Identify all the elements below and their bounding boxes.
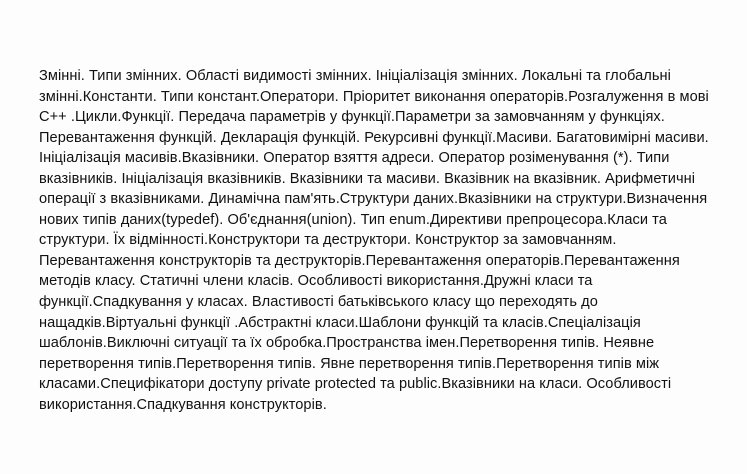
text-line: Змінні. Типи змінних. Області видимості змінних. Ініціалізація змінних. Локальні та глобальні xyxy=(39,68,671,84)
text-line: Перевантаження функцій. Декларація функцій. Рекурсивні функції.Масиви. Багатовимірні масиви. xyxy=(39,129,709,146)
text-line: перетворення типів.Перетворення типів. Явне перетворення типів.Перетворення типів між xyxy=(39,355,660,372)
text-line: Ініціалізація масивів.Вказівники. Оператор взяття адреси. Оператор розіменування (*). Типи xyxy=(39,150,670,167)
text-line: операції з вказівниками. Динамічна пам'ять.Структури даних.Вказівники на структури.Визначення xyxy=(39,191,708,208)
text-line: Перевантаження конструкторів та деструкторів.Перевантаження операторів.Перевантаження xyxy=(39,252,680,269)
text-line: функції.Спадкування у класах. Властивості батьківського класу що переходять до xyxy=(39,294,598,311)
text-line: методів класу. Статичні члени класів. Особливості використання.Дружні класи та xyxy=(39,273,593,290)
text-line: структури. Їх відмінності.Конструктори та деструктори. Конструктор за замовчанням. xyxy=(39,232,617,249)
text-line: змінні.Константи. Типи констант.Оператори. Пріоритет виконання операторів.Розгалуження в мові xyxy=(39,88,709,105)
body-text xyxy=(39,66,739,415)
text-line: класами.Специфікатори доступу private protected та public.Вказівники на класи. Особливості xyxy=(39,376,672,393)
text-line: вказівників. Ініціалізація вказівників. Вказівники та масиви. Вказівник на вказівник. Арифметичні xyxy=(39,170,696,187)
text-line: С++ .Цикли.Функції. Передача параметрів у функції.Параметри за замовчанням у функціях. xyxy=(39,109,665,126)
text-line: нащадків.Віртуальні функції .Абстрактні класи.Шаблони функцій та класів.Спеціалізація xyxy=(39,314,641,331)
text-line: шаблонів.Виключні ситуації та їх обробка.Пространства імен.Перетворення типів. Неявне xyxy=(39,335,655,352)
text-line: використання.Спадкування конструкторів. xyxy=(39,396,327,413)
text-line: нових типів даних(typedef). Об'єднання(union). Тип enum.Директиви препроцесора.Класи та xyxy=(39,211,667,228)
